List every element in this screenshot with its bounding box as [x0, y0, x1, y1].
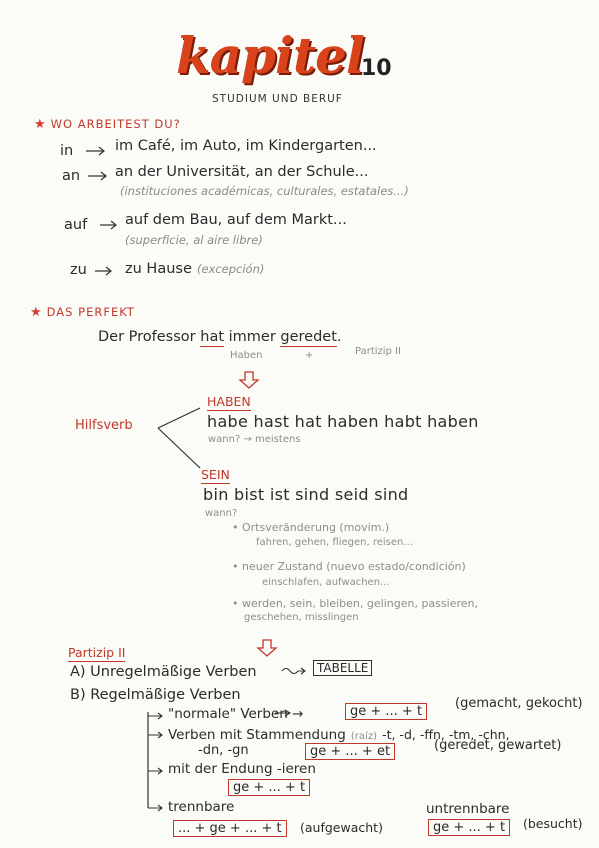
prep-in-text: im Café, im Auto, im Kindergarten... — [115, 138, 377, 154]
tabelle-box: TABELLE — [313, 660, 372, 676]
tree-arrow-icon — [148, 732, 162, 738]
example-normale: (gemacht, gekocht) — [455, 696, 583, 711]
example-dot: . — [336, 329, 342, 345]
label-haben: Haben — [230, 350, 263, 361]
arrow-an-icon — [88, 172, 106, 180]
prep-auf-note: (superficie, al aire libre) — [125, 233, 263, 247]
rule-trennbare: trennbare — [168, 799, 235, 815]
raiz-note: (raíz) — [350, 731, 377, 742]
tree-arrow-icon — [148, 713, 162, 719]
sein-bullet-3b: geschehen, misslingen — [244, 612, 359, 623]
prep-an-label: an — [62, 168, 81, 184]
regelmaessig-label: B) Regelmäßige Verben — [70, 687, 241, 703]
prep-an-text: an der Universität, an der Schule... — [115, 164, 369, 180]
example-untrennbare: (besucht) — [523, 816, 583, 831]
label-partizip: Partizip II — [355, 346, 401, 357]
squiggle-arrow-icon — [282, 668, 305, 674]
example-geredet: geredet — [280, 329, 337, 345]
label-plus: + — [305, 350, 314, 361]
box-ge-et: ge + ... + et — [305, 743, 395, 760]
box-ge-t-1: ge + ... + t — [345, 703, 427, 720]
prep-auf-label: auf — [64, 217, 88, 233]
rule-ieren: mit der Endung -ieren — [168, 761, 316, 777]
chapter-title: kapitel — [176, 26, 364, 85]
stammendung-list: -t, -d, -ffn, -tm, -chn, — [382, 727, 510, 742]
sein-forms: bin bist ist sind seid sind — [203, 485, 409, 504]
rule-normale: "normale" Verben → — [168, 706, 304, 722]
stammendung-list-2: -dn, -gn — [198, 743, 249, 758]
arrow-auf-icon — [100, 221, 116, 229]
arrow-in-icon — [86, 147, 104, 155]
sein-wann: wann? — [205, 508, 238, 519]
sein-bullet-1b: fahren, gehen, fliegen, reisen... — [256, 537, 413, 548]
section-heading-wo: ★ WO ARBEITEST DU? — [34, 117, 181, 132]
tree-arrow-icon — [148, 768, 162, 774]
bracket-lines — [158, 408, 200, 468]
example-stammendung: (geredet, gewartet) — [434, 738, 562, 753]
prep-zu-note: (excepción) — [196, 262, 265, 276]
sein-bullet-3a: • werden, sein, bleiben, gelingen, passieren, — [232, 597, 478, 610]
sein-bullet-2a: • neuer Zustand (nuevo estado/condición) — [232, 560, 466, 573]
prep-zu-line — [125, 258, 264, 277]
sein-bullet-1a: • Ortsveränderung (movim.) — [232, 521, 390, 534]
sein-bullet-2b: einschlafen, aufwachen... — [262, 577, 390, 588]
star-icon: ★ — [30, 305, 43, 320]
down-arrow-icon — [240, 372, 258, 388]
example-trennbare: (aufgewacht) — [300, 820, 383, 835]
partizip-heading: Partizip II — [68, 645, 126, 660]
unregelmaessig-label: A) Unregelmäßige Verben — [70, 664, 257, 680]
chapter-subtitle: STUDIUM UND BERUF — [212, 93, 343, 105]
stammendung-text: Verben mit Stammendung — [168, 727, 346, 743]
down-arrow-icon — [258, 640, 276, 656]
box-ge-t-2: ge + ... + t — [228, 779, 310, 796]
arrow-zu-icon — [95, 267, 111, 275]
box-untrennbar: ge + ... + t — [428, 819, 510, 836]
box-trennbar: ... + ge + ... + t — [173, 820, 287, 837]
prep-in-label: in — [60, 143, 74, 159]
tree-arrow-icon — [148, 805, 162, 811]
haben-heading: HABEN — [207, 394, 251, 409]
chapter-number: 10 — [361, 56, 392, 81]
prep-zu-label: zu — [70, 262, 87, 278]
rule-untrennbare: untrennbare — [426, 801, 510, 817]
sein-heading: SEIN — [201, 467, 230, 482]
haben-note: wann? → meistens — [208, 434, 301, 445]
prep-auf-text: auf dem Bau, auf dem Markt... — [125, 212, 347, 228]
example-part: Der Professor — [98, 329, 196, 345]
prep-an-note: (instituciones académicas, culturales, estatales...) — [120, 184, 409, 198]
haben-forms: habe hast hat haben habt haben — [207, 412, 479, 431]
prep-zu-text: zu Hause — [125, 261, 192, 277]
section-heading-perfekt: ★ DAS PERFEKT — [30, 305, 135, 320]
hilfsverb-label: Hilfsverb — [75, 418, 133, 433]
example-sentence — [98, 329, 342, 345]
example-hat: hat — [200, 329, 225, 345]
example-part: immer — [228, 329, 276, 345]
star-icon: ★ — [34, 117, 47, 132]
